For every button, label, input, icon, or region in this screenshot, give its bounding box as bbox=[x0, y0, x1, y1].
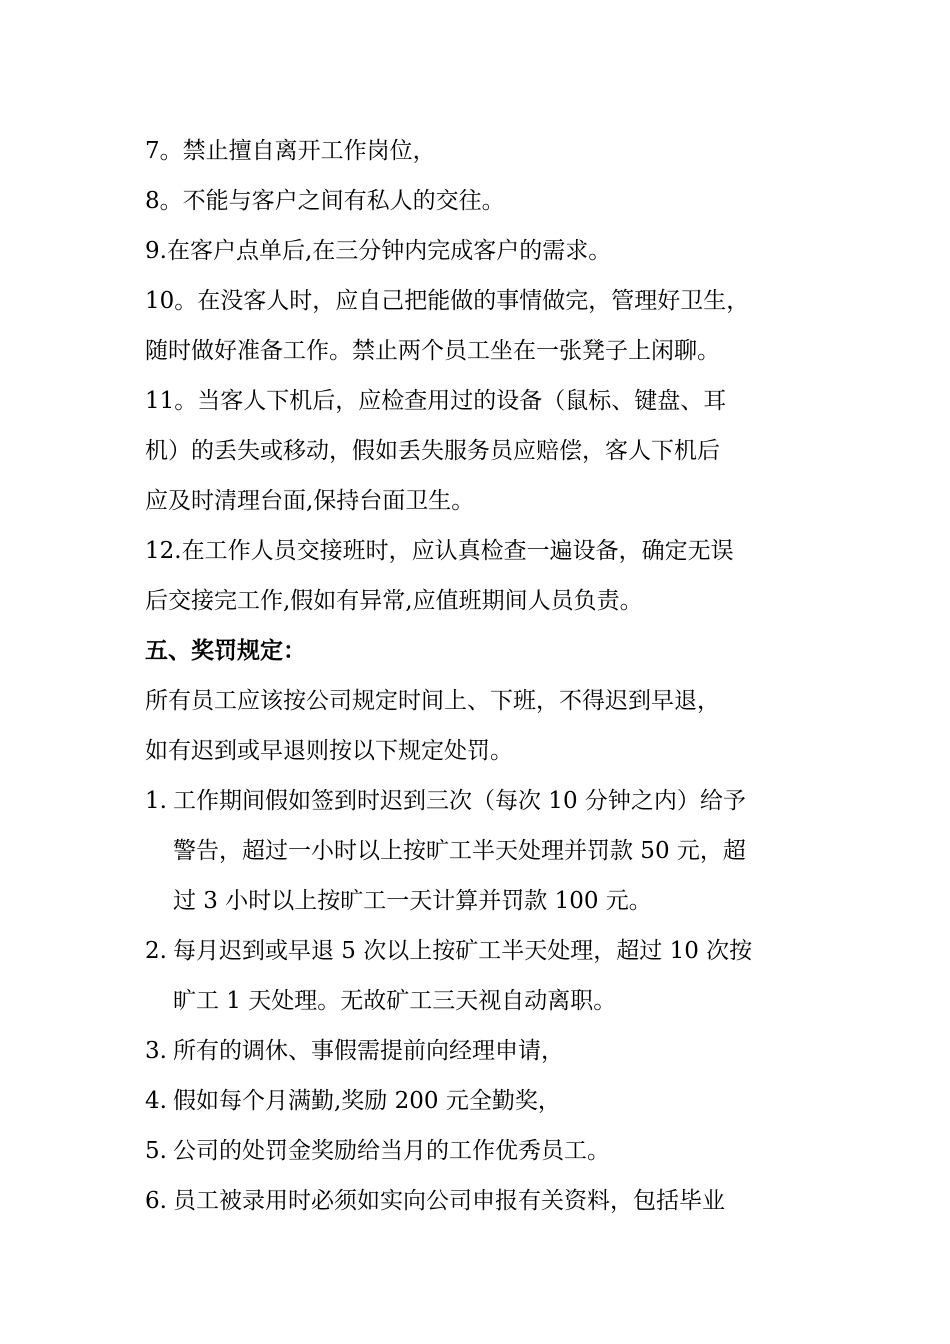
item-text: 假如每个月满勤,奖励 200 元全勤奖， bbox=[173, 1088, 561, 1114]
item-text: 旷工 1 天处理。无故矿工三天视自动离职。 bbox=[173, 988, 617, 1014]
list-item bbox=[145, 1026, 835, 1076]
list-item bbox=[145, 776, 835, 926]
rule-line: 9.在客户点单后,在三分钟内完成客户的需求。 bbox=[145, 238, 612, 264]
rules-list bbox=[145, 126, 835, 626]
item-number: 6. bbox=[145, 1188, 167, 1214]
rule-line: 7。禁止擅自离开工作岗位， bbox=[145, 138, 436, 164]
rule-line: 10。在没客人时，应自己把能做的事情做完，管理好卫生， bbox=[145, 288, 750, 314]
list-item bbox=[145, 1076, 835, 1126]
rule-line: 应及时清理台面,保持台面卫生。 bbox=[145, 488, 475, 514]
section-heading: 五、奖罚规定： bbox=[145, 637, 306, 664]
item-number: 5. bbox=[145, 1138, 167, 1164]
section-intro bbox=[145, 676, 835, 776]
item-number: 1. bbox=[145, 788, 167, 814]
item-text: 每月迟到或早退 5 次以上按矿工半天处理，超过 10 次按 bbox=[173, 938, 753, 964]
item-number: 4. bbox=[145, 1088, 167, 1114]
rule-line: 8。不能与客户之间有私人的交往。 bbox=[145, 188, 505, 214]
item-text: 工作期间假如签到时迟到三次（每次 10 分钟之内）给予 bbox=[173, 788, 746, 814]
rule-line: 11。当客人下机后，应检查用过的设备（鼠标、键盘、耳 bbox=[145, 388, 727, 414]
rule-line: 后交接完工作,假如有异常,应值班期间人员负责。 bbox=[145, 588, 643, 614]
rule-line: 12.在工作人员交接班时，应认真检查一遍设备，确定无误 bbox=[145, 538, 734, 564]
item-text: 员工被录用时必须如实向公司申报有关资料，包括毕业 bbox=[173, 1188, 725, 1214]
intro-line: 如有迟到或早退则按以下规定处罚。 bbox=[145, 738, 513, 764]
list-item bbox=[145, 1176, 835, 1226]
item-text: 公司的处罚金奖励给当月的工作优秀员工。 bbox=[173, 1138, 610, 1164]
rule-line: 随时做好准备工作。禁止两个员工坐在一张凳子上闲聊。 bbox=[145, 338, 720, 364]
item-text: 过 3 小时以上按旷工一天计算并罚款 100 元。 bbox=[173, 888, 652, 914]
item-number: 3. bbox=[145, 1038, 167, 1064]
item-text: 所有的调休、事假需提前向经理申请， bbox=[173, 1038, 564, 1064]
item-number: 2. bbox=[145, 938, 167, 964]
intro-line: 所有员工应该按公司规定时间上、下班，不得迟到早退， bbox=[145, 688, 720, 714]
document-body bbox=[145, 126, 835, 1226]
item-text: 警告，超过一小时以上按旷工半天处理并罚款 50 元，超 bbox=[173, 838, 746, 864]
list-item bbox=[145, 1126, 835, 1176]
rule-line: 机）的丢失或移动，假如丢失服务员应赔偿，客人下机后 bbox=[145, 438, 720, 464]
penalty-list bbox=[145, 776, 835, 1226]
list-item bbox=[145, 926, 835, 1026]
